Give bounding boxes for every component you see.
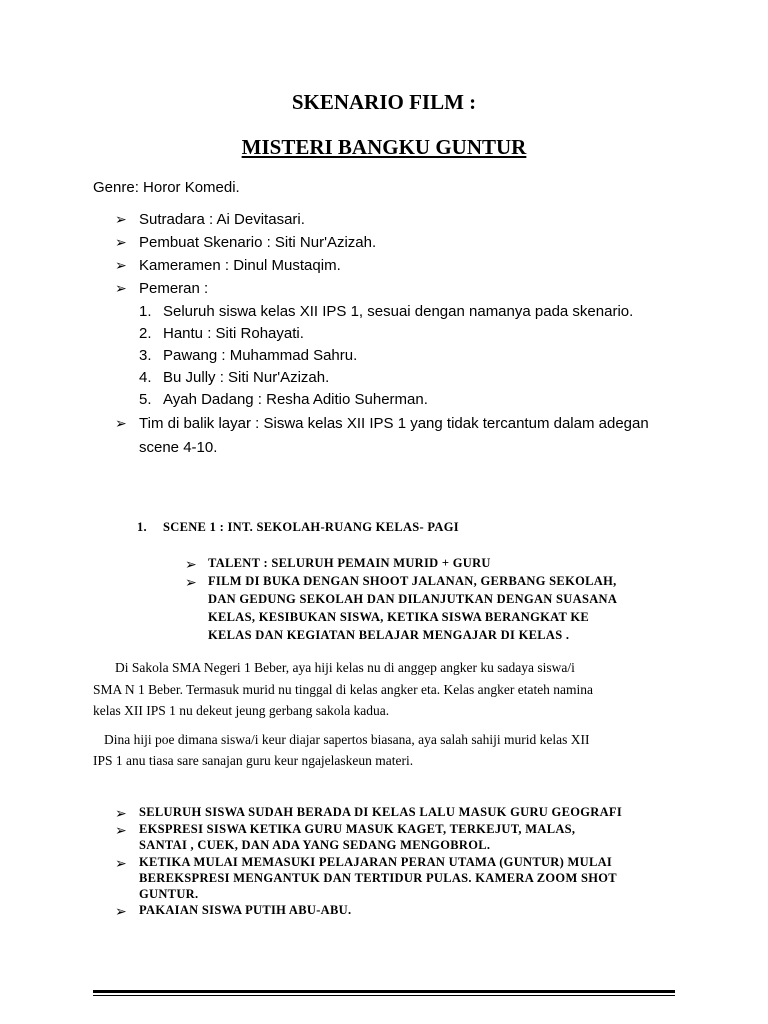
scene-note: FILM DI BUKA DENGAN SHOOT JALANAN, GERBANG SEKOLAH, bbox=[208, 574, 617, 588]
action-note-cont: BEREKSPRESI MENGANTUK DAN TERTIDUR PULAS. KAMERA ZOOM SHOT bbox=[139, 871, 617, 885]
cast-number: 3. bbox=[139, 347, 152, 364]
crew-item-screenwriter: Pembuat Skenario : Siti Nur'Azizah. bbox=[139, 234, 377, 251]
arrow-bullet-icon: ➢ bbox=[115, 257, 127, 273]
crew-item-director: Sutradara : Ai Devitasari. bbox=[139, 211, 305, 228]
scene-number: 1. bbox=[137, 520, 147, 534]
cast-number: 1. bbox=[139, 303, 152, 320]
scene-note-cont: KELAS DAN KEGIATAN BELAJAR MENGAJAR DI KELAS . bbox=[208, 628, 570, 642]
film-title-text: MISTERI BANGKU GUNTUR bbox=[241, 135, 527, 159]
arrow-bullet-icon: ➢ bbox=[115, 805, 127, 821]
paragraph-line: IPS 1 anu tiasa sare sanajan guru keur ngajelaskeun materi. bbox=[93, 753, 414, 768]
cast-number: 2. bbox=[139, 325, 152, 342]
genre-line: Genre: Horor Komedi. bbox=[93, 179, 240, 196]
arrow-bullet-icon: ➢ bbox=[185, 574, 197, 590]
cast-number: 4. bbox=[139, 369, 152, 386]
arrow-bullet-icon: ➢ bbox=[115, 855, 127, 871]
paragraph-line: kelas XII IPS 1 nu dekeut jeung gerbang sakola kadua. bbox=[93, 703, 390, 718]
arrow-bullet-icon: ➢ bbox=[115, 234, 127, 250]
action-note: PAKAIAN SISWA PUTIH ABU-ABU. bbox=[139, 903, 352, 917]
footer-rule-thin bbox=[93, 995, 675, 996]
cast-item: Seluruh siswa kelas XII IPS 1, sesuai dengan namanya pada skenario. bbox=[163, 303, 634, 320]
crew-item-team-cont: scene 4-10. bbox=[139, 439, 218, 456]
paragraph-line: SMA N 1 Beber. Termasuk murid nu tinggal di kelas angker eta. Kelas angker etateh namina bbox=[93, 682, 594, 697]
footer-rule-thick bbox=[93, 990, 675, 993]
paragraph-line: Di Sakola SMA Negeri 1 Beber, aya hiji kelas nu di anggep angker ku sadaya siswa/i bbox=[115, 660, 575, 675]
arrow-bullet-icon: ➢ bbox=[185, 556, 197, 572]
action-note: EKSPRESI SISWA KETIKA GURU MASUK KAGET, TERKEJUT, MALAS, bbox=[139, 822, 576, 836]
arrow-bullet-icon: ➢ bbox=[115, 211, 127, 227]
scene-note: TALENT : SELURUH PEMAIN MURID + GURU bbox=[208, 556, 491, 570]
action-note: KETIKA MULAI MEMASUKI PELAJARAN PERAN UTAMA (GUNTUR) MULAI bbox=[139, 855, 613, 869]
film-title bbox=[0, 135, 768, 160]
scene-note-cont: DAN GEDUNG SEKOLAH DAN DILANJUTKAN DENGAN SUASANA bbox=[208, 592, 618, 606]
action-note-cont: GUNTUR. bbox=[139, 887, 199, 901]
document-title: SKENARIO FILM : bbox=[291, 90, 477, 114]
cast-item: Bu Jully : Siti Nur'Azizah. bbox=[163, 369, 330, 386]
crew-item-cameraman: Kameramen : Dinul Mustaqim. bbox=[139, 257, 341, 274]
arrow-bullet-icon: ➢ bbox=[115, 280, 127, 296]
arrow-bullet-icon: ➢ bbox=[115, 415, 127, 431]
cast-item: Hantu : Siti Rohayati. bbox=[163, 325, 304, 342]
cast-item: Ayah Dadang : Resha Aditio Suherman. bbox=[163, 391, 428, 408]
cast-number: 5. bbox=[139, 391, 152, 408]
scene-heading: SCENE 1 : INT. SEKOLAH-RUANG KELAS- PAGI bbox=[163, 520, 459, 534]
action-note-cont: SANTAI , CUEK, DAN ADA YANG SEDANG MENGOBROL. bbox=[139, 838, 491, 852]
arrow-bullet-icon: ➢ bbox=[115, 822, 127, 838]
action-note: SELURUH SISWA SUDAH BERADA DI KELAS LALU MASUK GURU GEOGRAFI bbox=[139, 805, 623, 819]
crew-item-cast: Pemeran : bbox=[139, 280, 209, 297]
arrow-bullet-icon: ➢ bbox=[115, 903, 127, 919]
paragraph-line: Dina hiji poe dimana siswa/i keur diajar sapertos biasana, aya salah sahiji murid kelas XII bbox=[104, 732, 590, 747]
scene-note-cont: KELAS, KESIBUKAN SISWA, KETIKA SISWA BERANGKAT KE bbox=[208, 610, 590, 624]
cast-item: Pawang : Muhammad Sahru. bbox=[163, 347, 358, 364]
crew-item-team: Tim di balik layar : Siswa kelas XII IPS 1 yang tidak tercantum dalam adegan bbox=[139, 415, 649, 432]
